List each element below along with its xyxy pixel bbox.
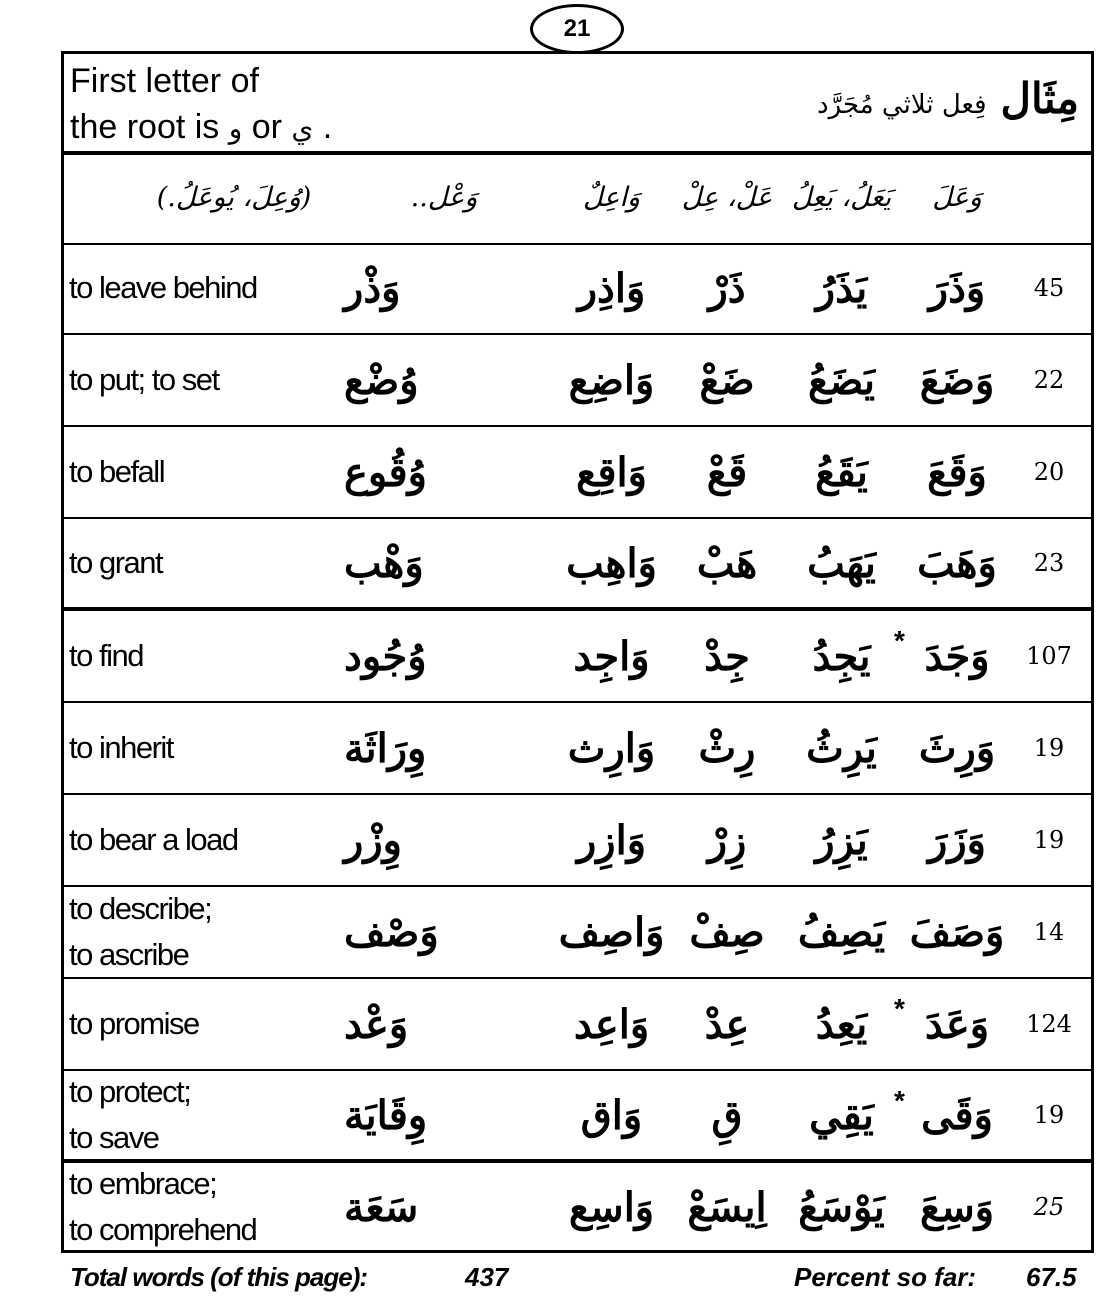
row-imperative: قِ: [711, 1091, 743, 1139]
mithal-title: مِثَال: [1000, 74, 1079, 123]
row-meaning: to inherit: [69, 730, 173, 765]
verb-table: [61, 51, 1094, 1253]
row-verbal-noun: وَصْف: [344, 908, 439, 956]
row-past: وَصَفَ: [909, 908, 1005, 956]
table-row: [64, 795, 1091, 887]
table-row: [64, 1071, 1091, 1163]
row-verbal-noun: وِقَايَة: [344, 1091, 428, 1139]
row-participle: وَاضِع: [568, 356, 655, 404]
row-meaning: to promise: [69, 1006, 199, 1041]
header-or: or: [242, 108, 292, 146]
table-row: [64, 1163, 1091, 1251]
table-row: [64, 979, 1091, 1071]
row-count: 19: [1033, 734, 1065, 762]
row-imperfect: يَجِدُ: [812, 632, 871, 680]
row-verbal-noun: وِزْر: [344, 816, 402, 864]
header-ya-letter: ي: [291, 112, 314, 145]
table-row: [64, 611, 1091, 703]
fil-subtitle: فِعل ثلاثي مُجَرَّد: [817, 90, 987, 120]
row-imperfect: يَضَعُ: [807, 356, 876, 404]
row-imperative: زِرْ: [707, 816, 747, 864]
row-meaning: to protect; to save: [69, 1074, 191, 1155]
header-description: [70, 58, 332, 152]
row-meaning: to befall: [69, 454, 165, 489]
row-participle: وَاجِد: [573, 632, 650, 680]
row-count: 107: [1026, 642, 1072, 670]
row-imperfect: يَزِرُ: [815, 816, 868, 864]
footer: [70, 1262, 1090, 1298]
row-imperative: هَبْ: [696, 539, 758, 587]
row-imperative: اِيسَعْ: [687, 1183, 767, 1231]
row-imperative: ضَعْ: [699, 356, 755, 404]
row-imperfect: يَهَبُ: [807, 539, 876, 587]
row-participle: وَارِث: [567, 724, 656, 772]
pattern-past: وَعَلَ: [932, 181, 982, 213]
row-participle: وَاذِر: [577, 264, 646, 312]
header-waw-letter: و: [228, 112, 243, 145]
row-meaning: to embrace; to comprehend: [69, 1166, 257, 1247]
row-count: 19: [1033, 826, 1065, 854]
row-imperative: رِثْ: [698, 724, 756, 772]
pattern-participle: وَاعِلٌ: [582, 181, 641, 213]
row-participle: وَاقِع: [576, 448, 647, 496]
row-participle: وَاصِف: [558, 908, 665, 956]
row-imperative: صِفْ: [689, 908, 765, 956]
row-past: وَسِعَ: [919, 1183, 995, 1231]
row-meaning: to find: [69, 638, 143, 673]
row-past: وَزَرَ: [928, 816, 986, 864]
row-verbal-noun: وُقُوع: [344, 448, 427, 496]
row-imperative: جِدْ: [704, 632, 750, 680]
row-past: وَرِثَ: [918, 724, 996, 772]
table-row: [64, 335, 1091, 427]
page-number: 21: [530, 4, 624, 54]
percent-value: 67.5: [1026, 1262, 1077, 1292]
row-verbal-noun: سَعَة: [344, 1183, 419, 1231]
row-meaning: to leave behind: [69, 270, 257, 305]
table-row: [64, 427, 1091, 519]
row-imperative: ذَرْ: [708, 264, 746, 312]
table-row: [64, 703, 1091, 795]
percent-label: Percent so far:: [794, 1262, 977, 1292]
header-line-2-prefix: the root is: [70, 108, 229, 146]
row-imperfect: يَقِي: [809, 1091, 874, 1139]
row-participle: وَاهِب: [566, 539, 657, 587]
row-count: 22: [1033, 366, 1065, 394]
table-row: [64, 887, 1091, 979]
table-row: [64, 243, 1091, 335]
row-imperfect: يَعِدُ: [815, 1000, 868, 1048]
row-count: 14: [1033, 918, 1065, 946]
row-verbal-noun: وَذْر: [344, 264, 401, 312]
pattern-imperative: عَلْ، عِلْ: [681, 181, 773, 213]
row-imperfect: يَذَرُ: [815, 264, 868, 312]
pattern-passive: (وُعِلَ، يُوعَلُ.): [156, 181, 312, 213]
pattern-imperfect: يَعَلُ، يَعِلُ: [791, 181, 892, 213]
row-count: 23: [1033, 549, 1065, 577]
row-verbal-noun: وُجُود: [344, 632, 427, 680]
row-imperative: عِدْ: [704, 1000, 750, 1048]
row-past: وَهَبَ: [917, 539, 997, 587]
total-words-label: Total words (of this page):: [70, 1262, 368, 1292]
row-star-marker: *: [894, 625, 905, 656]
row-meaning: to grant: [69, 545, 163, 580]
row-meaning: to put; to set: [69, 362, 219, 397]
pattern-verbal-noun: وَعْل..: [410, 181, 478, 213]
total-words-value: 437: [465, 1262, 509, 1292]
header-line-2: [70, 104, 332, 152]
row-past: وَعَدَ: [924, 1000, 990, 1048]
row-count: 45: [1033, 274, 1065, 302]
row-count: 124: [1026, 1010, 1072, 1038]
row-past: وَذَرَ: [928, 264, 986, 312]
header-arabic-title: [817, 74, 1079, 123]
row-participle: وَاعِد: [573, 1000, 650, 1048]
pattern-row: [64, 151, 1091, 245]
row-past: وَضَعَ: [919, 356, 995, 404]
row-count: 20: [1033, 458, 1065, 486]
table-header: [64, 54, 1091, 155]
row-star-marker: *: [894, 993, 905, 1024]
row-star-marker: *: [894, 1085, 905, 1116]
header-line-1: First letter of: [70, 62, 259, 100]
table-row: [64, 519, 1091, 611]
row-imperfect: يَرِثُ: [806, 724, 877, 772]
row-verbal-noun: وَعْد: [344, 1000, 409, 1048]
row-imperative: قَعْ: [706, 448, 748, 496]
row-past: وَجَدَ: [924, 632, 990, 680]
row-imperfect: يَقَعُ: [815, 448, 868, 496]
row-imperfect: يَوْسَعُ: [798, 1183, 885, 1231]
row-verbal-noun: وَهْب: [344, 539, 424, 587]
header-dot: .: [313, 108, 333, 146]
row-past: وَقَى: [921, 1091, 993, 1139]
row-past: وَقَعَ: [927, 448, 987, 496]
row-verbal-noun: وِرَاثَة: [344, 724, 427, 772]
row-count: 19: [1033, 1101, 1065, 1129]
row-participle: وَازِر: [576, 816, 647, 864]
row-participle: وَاق: [580, 1091, 643, 1139]
row-meaning: to describe; to ascribe: [69, 891, 212, 972]
row-verbal-noun: وُضْع: [344, 356, 419, 404]
row-meaning: to bear a load: [69, 822, 238, 857]
row-imperfect: يَصِفُ: [797, 908, 886, 956]
row-participle: وَاسِع: [568, 1183, 655, 1231]
row-count: 25: [1033, 1193, 1065, 1221]
